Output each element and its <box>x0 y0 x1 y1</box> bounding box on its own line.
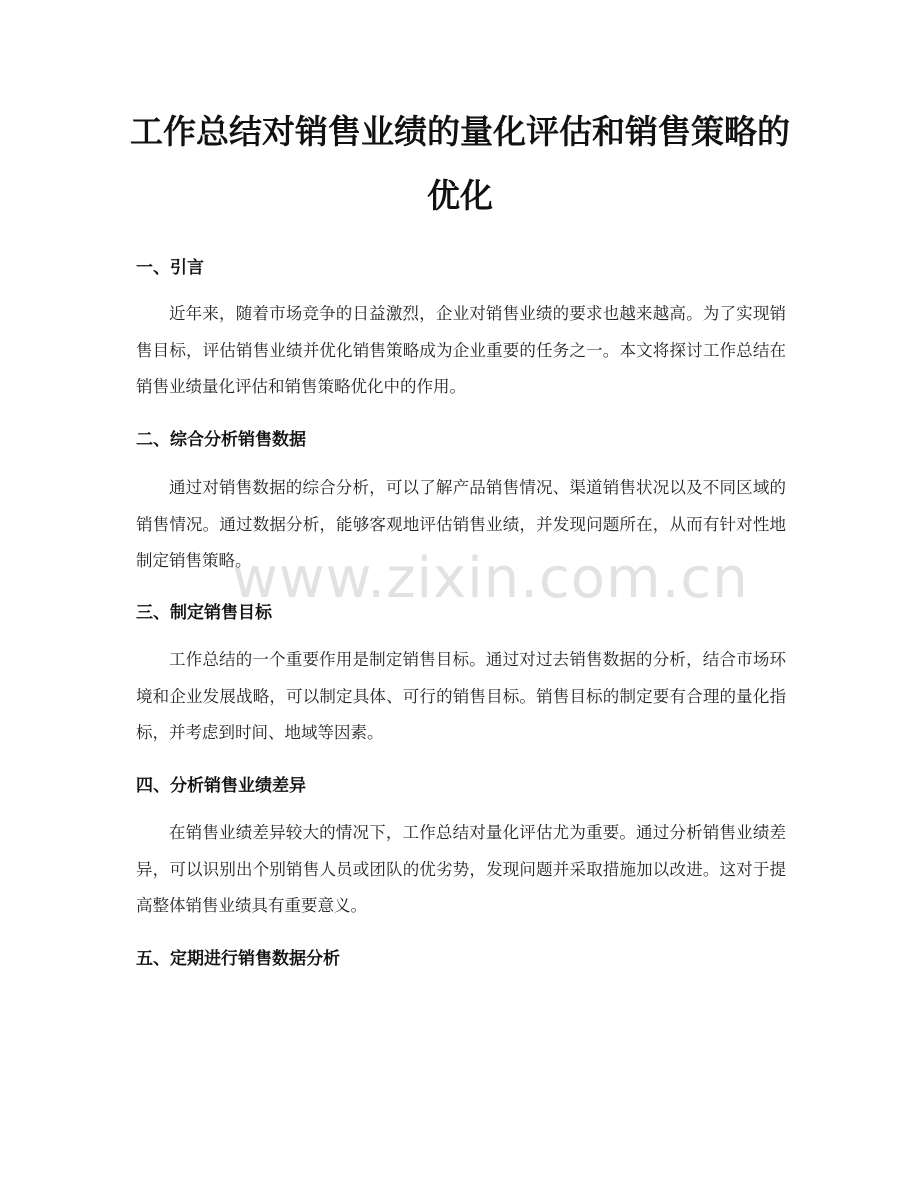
section-paragraph-introduction: 近年来，随着市场竞争的日益激烈，企业对销售业绩的要求也越来越高。为了实现销售目标，评估销售业绩并优化销售策略成为企业重要的任务之一。本文将探讨工作总结在销售业绩量化评估和销售策略优化中的作用。 <box>136 304 786 396</box>
document-title: 工作总结对销售业绩的量化评估和销售策略的优化 <box>130 112 790 215</box>
section-heading-regular-analysis: 五、定期进行销售数据分析 <box>136 949 340 969</box>
watermark: www.zixin.com.cn <box>232 546 749 611</box>
section-paragraph-sales-targets: 工作总结的一个重要作用是制定销售目标。通过对过去销售数据的分析，结合市场环境和企业发展战略，可以制定具体、可行的销售目标。销售目标的制定要有合理的量化指标，并考虑到时间、地域等因素。 <box>136 650 786 742</box>
section-heading-data-analysis: 二、综合分析销售数据 <box>136 430 306 450</box>
section-heading-introduction: 一、引言 <box>136 258 204 278</box>
section-heading-performance-gaps: 四、分析销售业绩差异 <box>136 776 306 796</box>
section-paragraph-performance-gaps: 在销售业绩差异较大的情况下，工作总结对量化评估尤为重要。通过分析销售业绩差异，可以识别出个别销售人员或团队的优劣势，发现问题并采取措施加以改进。这对于提高整体销售业绩具有重要意义。 <box>136 823 786 915</box>
section-paragraph-data-analysis: 通过对销售数据的综合分析，可以了解产品销售情况、渠道销售状况以及不同区域的销售情况。通过数据分析，能够客观地评估销售业绩，并发现问题所在，从而有针对性地制定销售策略。 <box>136 478 786 570</box>
section-heading-sales-targets: 三、制定销售目标 <box>136 603 272 623</box>
